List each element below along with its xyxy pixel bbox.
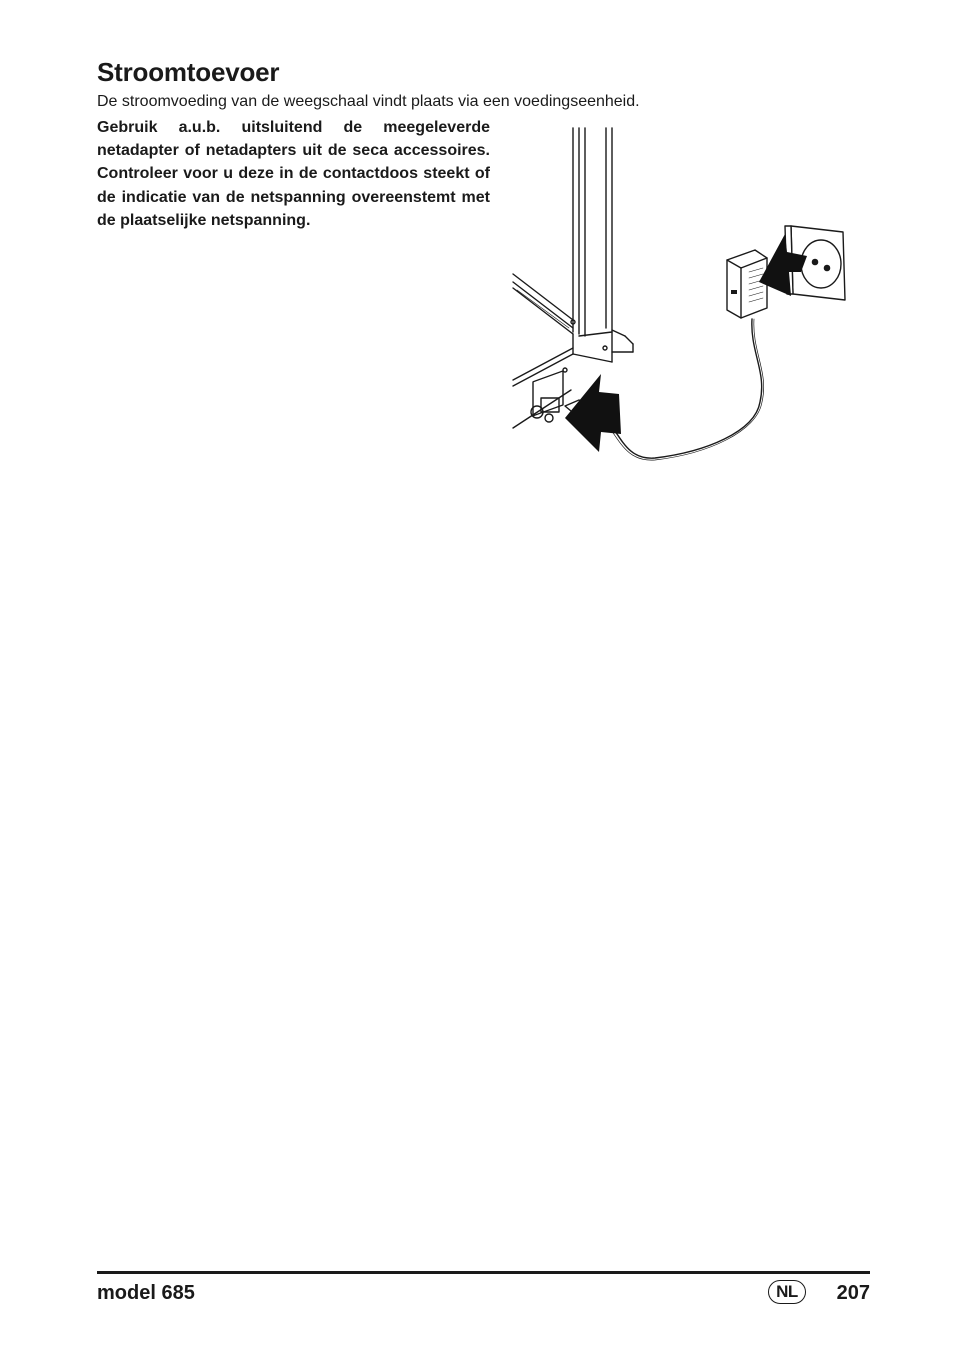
power-connection-illustration [505, 122, 855, 467]
page-number: 207 [836, 1282, 870, 1304]
insert-arrow-icon [565, 374, 621, 452]
adapter-cable [577, 319, 762, 458]
page-title: Stroomtoevoer [97, 57, 280, 87]
language-badge: NL [768, 1280, 806, 1304]
warning-paragraph: Gebruik a.u.b. uitsluitend de meegeleverde netadapter of netadapters uit de seca accessoires. Controleer voor u deze in de contactdoos steekt of de indicatie van de netspanning overeenstemt met de plaatselijke netspanning. [97, 119, 490, 229]
footer-model-label: model 685 [97, 1282, 195, 1304]
intro-paragraph: De stroomvoeding van de weegschaal vindt plaats via een voedingseenheid. [97, 93, 640, 110]
footer-divider [97, 1271, 870, 1274]
scale-column [573, 128, 612, 336]
